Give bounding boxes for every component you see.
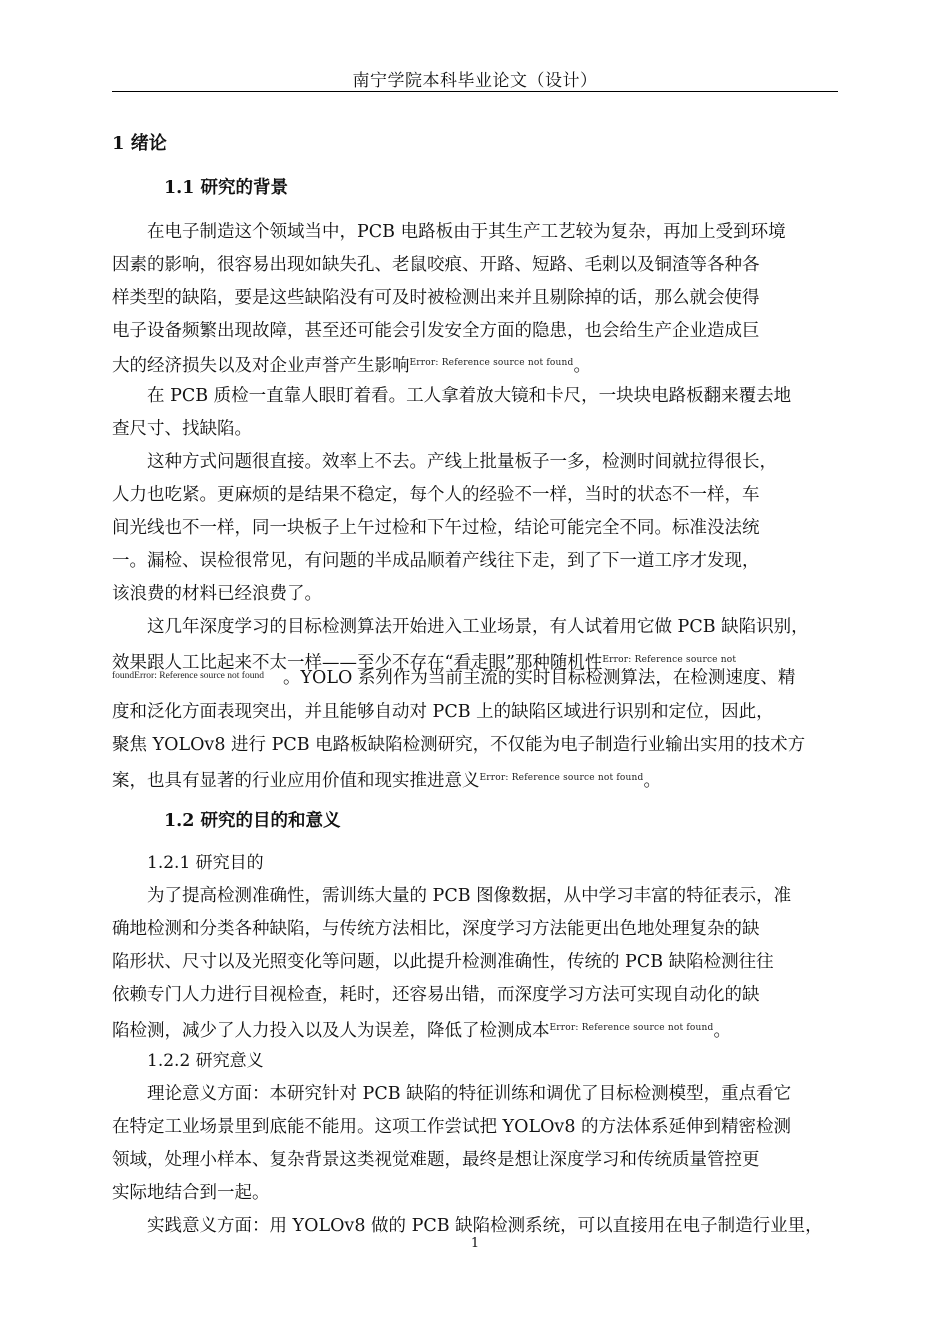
section-heading-1-2: 1.2 研究的目的和意义 (164, 811, 341, 831)
citation-error: Error: Reference source not found (134, 671, 264, 681)
paragraph-line: 聚焦 YOLOv8 进行 PCB 电路板缺陷检测研究，不仅能为电子制造行业输出实用的技术方 (112, 735, 806, 755)
paragraph-text: 案，也具有显著的行业应用价值和现实推进意义 (112, 771, 480, 791)
paragraph-line: 样类型的缺陷，要是这些缺陷没有可及时被检测出来并且剔除掉的话，那么就会使得 (112, 288, 760, 308)
paragraph-text: 大的经济损失以及对企业声誉产生影响 (112, 356, 410, 376)
citation-error: Error: Reference source not (602, 655, 737, 665)
paragraph-end: 。 (573, 356, 591, 376)
header-rule (112, 91, 838, 92)
paragraph-end: 。 (643, 771, 661, 791)
paragraph-line-with-citation (112, 768, 661, 791)
citation-error: found (112, 671, 135, 681)
paragraph-line: 一。漏检、误检很常见，有问题的半成品顺着产线往下走，到了下一道工序才发现， (112, 551, 760, 571)
section-heading-1-1: 1.1 研究的背景 (164, 178, 289, 198)
chapter-heading: 1 绪论 (112, 133, 167, 154)
paragraph-line: 这种方式问题很直接。效率上不去。产线上批量板子一多，检测时间就拉得很长， (147, 452, 777, 472)
paragraph-line: 在 PCB 质检一直靠人眼盯着看。工人拿着放大镜和卡尺，一块块电路板翻来覆去地 (147, 386, 792, 406)
paragraph-end: 。 (713, 1021, 731, 1041)
running-header: 南宁学院本科毕业论文（设计） (352, 71, 598, 91)
citation-error: Error: Reference source not found (549, 1023, 714, 1033)
citation-continuation (112, 670, 264, 682)
paragraph-line: 为了提高检测准确性，需训练大量的 PCB 图像数据，从中学习丰富的特征表示，准 (147, 886, 792, 906)
subsection-heading-1-2-2: 1.2.2 研究意义 (147, 1051, 264, 1071)
paragraph-line: 间光线也不一样，同一块板子上午过检和下午过检，结论可能完全不同。标准没法统 (112, 518, 760, 538)
paragraph-line: 在电子制造这个领域当中，PCB 电路板由于其生产工艺较为复杂，再加上受到环境 (147, 222, 786, 242)
citation-error: Error: Reference source not found (479, 773, 644, 783)
paragraph-line: 查尺寸、找缺陷。 (112, 419, 252, 439)
paragraph-line: 这几年深度学习的目标检测算法开始进入工业场景，有人试着用它做 PCB 缺陷识别， (147, 617, 809, 637)
paragraph-line: 度和泛化方面表现突出，并且能够自动对 PCB 上的缺陷区域进行识别和定位，因此， (112, 702, 774, 722)
paragraph-text: 效果跟人工比起来不太一样——至少不存在“看走眼”那种随机性 (112, 653, 603, 673)
paragraph-line: 领域，处理小样本、复杂背景这类视觉难题，最终是想让深度学习和传统质量管控更 (112, 1150, 760, 1170)
paragraph-line: 实际地结合到一起。 (112, 1183, 270, 1203)
paragraph-line: 电子设备频繁出现故障，甚至还可能会引发安全方面的隐患，也会给生产企业造成巨 (112, 321, 760, 341)
paragraph-line: 。YOLO 系列作为当前主流的实时目标检测算法，在检测速度、精 (283, 668, 796, 688)
page-number: 1 (470, 1236, 480, 1251)
subsection-heading-1-2-1: 1.2.1 研究目的 (147, 853, 264, 873)
paragraph-line: 实践意义方面：用 YOLOv8 做的 PCB 缺陷检测系统，可以直接用在电子制造行业里， (147, 1216, 823, 1236)
paragraph-line: 在特定工业场景里到底能不能用。这项工作尝试把 YOLOv8 的方法体系延伸到精密检测 (112, 1117, 792, 1137)
paragraph-line: 确地检测和分类各种缺陷，与传统方法相比，深度学习方法能更出色地处理复杂的缺 (112, 919, 760, 939)
paragraph-text: 陷检测，减少了人力投入以及人为误差，降低了检测成本 (112, 1021, 550, 1041)
citation-error: Error: Reference source not found (409, 358, 574, 368)
paragraph-line: 理论意义方面：本研究针对 PCB 缺陷的特征训练和调优了目标检测模型，重点看它 (147, 1084, 792, 1104)
paragraph-line-with-citation (112, 353, 591, 376)
paragraph-line: 因素的影响，很容易出现如缺失孔、老鼠咬痕、开路、短路、毛刺以及铜渣等各种各 (112, 255, 760, 275)
paragraph-line: 人力也吃紧。更麻烦的是结果不稳定，每个人的经验不一样，当时的状态不一样，车 (112, 485, 760, 505)
paragraph-line-with-citation (112, 1018, 731, 1041)
paragraph-line: 依赖专门人力进行目视检查，耗时，还容易出错，而深度学习方法可实现自动化的缺 (112, 985, 760, 1005)
paragraph-line: 该浪费的材料已经浪费了。 (112, 584, 322, 604)
paragraph-line: 陷形状、尺寸以及光照变化等问题，以此提升检测准确性，传统的 PCB 缺陷检测往往 (112, 952, 774, 972)
